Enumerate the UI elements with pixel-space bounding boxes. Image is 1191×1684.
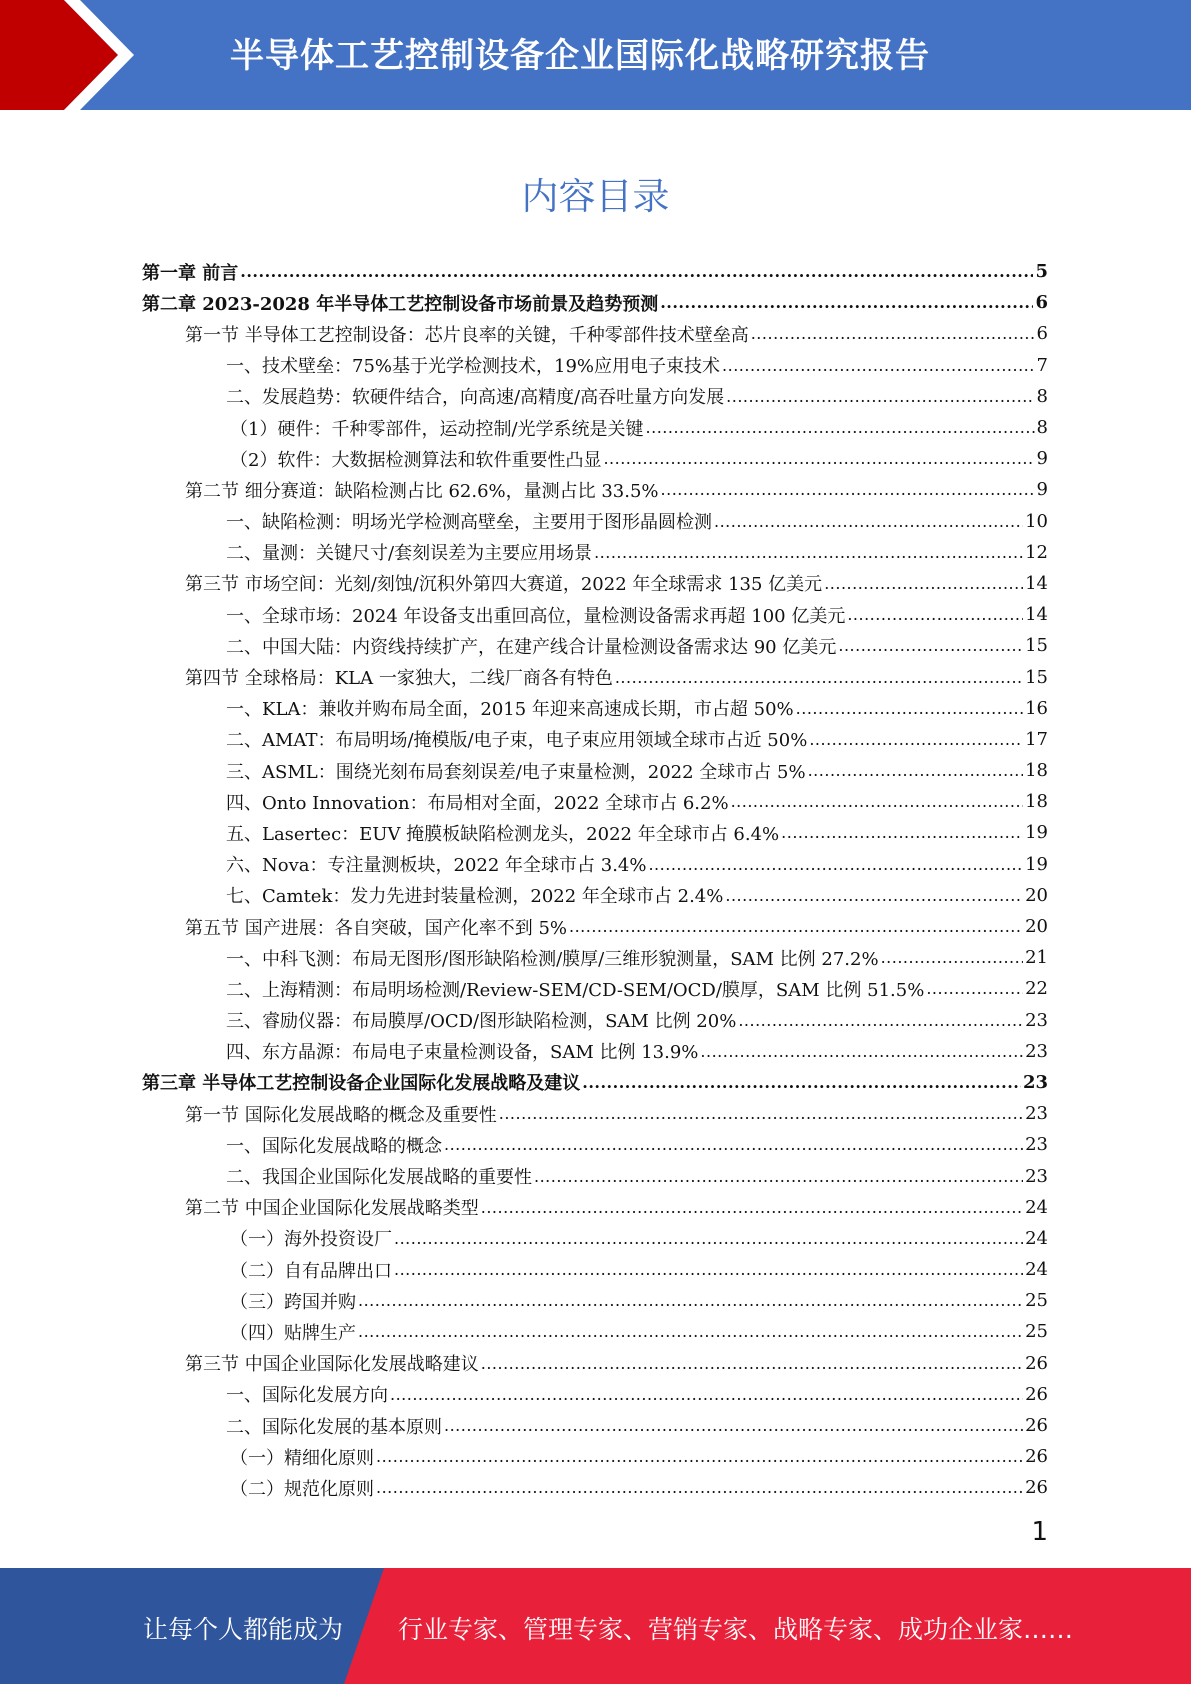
toc-heading: 内容目录 <box>521 175 670 218</box>
toc-entry-page: 26 <box>1025 1477 1048 1499</box>
toc-leader-dots <box>615 668 1023 687</box>
toc-entry-page: 23 <box>1025 1165 1048 1187</box>
toc-entry-label: （2）软件：大数据检测算法和软件重要性凸显 <box>230 449 602 471</box>
toc-section-entry[interactable] <box>142 474 1048 505</box>
toc-leader-dots <box>661 480 1035 499</box>
toc-entry-page: 24 <box>1025 1259 1048 1281</box>
report-header <box>0 0 1191 110</box>
toc-entry-page: 17 <box>1025 728 1048 750</box>
toc-entry-label: （三）跨国并购 <box>230 1291 356 1313</box>
toc-subsection-entry[interactable] <box>142 1379 1048 1410</box>
toc-entry-label: （二）规范化原则 <box>230 1478 374 1500</box>
toc-entry-page: 15 <box>1025 666 1048 688</box>
red-arrow-shape <box>0 0 118 110</box>
toc-entry-page: 22 <box>1025 978 1048 1000</box>
toc-subsection-entry[interactable] <box>142 412 1048 443</box>
toc-entry-page: 23 <box>1025 1134 1048 1156</box>
toc-subsection-entry[interactable] <box>142 537 1048 568</box>
toc-entry-page: 26 <box>1025 1415 1048 1437</box>
toc-entry-label: 第一章 前言 <box>142 262 239 284</box>
footer-slogan-right: 行业专家、管理专家、营销专家、战略专家、成功企业家…… <box>398 1615 1074 1644</box>
toc-entry-label: 一、国际化发展方向 <box>226 1385 388 1407</box>
toc-chapter-entry[interactable] <box>142 287 1048 318</box>
toc-entry-page: 15 <box>1025 635 1048 657</box>
toc-entry-page: 6 <box>1036 323 1048 345</box>
toc-subsection-entry[interactable] <box>142 1160 1048 1191</box>
toc-entry-label: 一、中科飞测：布局无图形/图形缺陷检测/膜厚/三维形貌测量，SAM 比例 27.2% <box>226 948 879 970</box>
toc-subsection-entry[interactable] <box>142 849 1048 880</box>
toc-entry-page: 19 <box>1025 853 1048 875</box>
toc-entry-label: 三、ASML：围绕光刻布局套刻误差/电子束量检测，2022 全球市占 5% <box>226 761 806 783</box>
toc-chapter-entry[interactable] <box>142 1067 1048 1098</box>
toc-subsection-entry[interactable] <box>142 1285 1048 1316</box>
toc-leader-dots <box>358 1322 1023 1341</box>
toc-entry-label: 第一节 国际化发展战略的概念及重要性 <box>185 1104 497 1126</box>
toc-entry-page: 8 <box>1036 385 1048 407</box>
table-of-contents <box>142 256 1048 1504</box>
toc-subsection-entry[interactable] <box>142 599 1048 630</box>
toc-entry-page: 5 <box>1035 261 1048 283</box>
toc-entry-page: 8 <box>1036 417 1048 439</box>
toc-subsection-entry[interactable] <box>142 755 1048 786</box>
toc-subsection-entry[interactable] <box>142 817 1048 848</box>
toc-leader-dots <box>781 823 1023 842</box>
toc-entry-page: 9 <box>1036 479 1048 501</box>
toc-entry-label: 一、KLA：兼收并购布局全面，2015 年迎来高速成长期，市占超 50% <box>226 699 794 721</box>
toc-entry-label: （一）海外投资设厂 <box>230 1229 392 1251</box>
toc-subsection-entry[interactable] <box>142 1129 1048 1160</box>
toc-entry-label: 二、上海精测：布局明场检测/Review-SEM/CD-SEM/OCD/膜厚，SAM 比例 51.5% <box>226 979 925 1001</box>
toc-entry-page: 23 <box>1022 1071 1048 1093</box>
toc-entry-label: 一、技术壁垒：75%基于光学检测技术，19%应用电子束技术 <box>226 356 721 378</box>
toc-section-entry[interactable] <box>142 568 1048 599</box>
toc-entry-label: （一）精细化原则 <box>230 1447 374 1469</box>
toc-entry-page: 26 <box>1025 1352 1048 1374</box>
toc-subsection-entry[interactable] <box>142 880 1048 911</box>
toc-leader-dots <box>394 1260 1023 1279</box>
toc-entry-label: 二、国际化发展的基本原则 <box>226 1416 442 1438</box>
toc-entry-label: （1）硬件：千种零部件，运动控制/光学系统是关键 <box>230 418 644 440</box>
toc-entry-label: 六、Nova：专注量测板块，2022 年全球市占 3.4% <box>226 855 647 877</box>
toc-subsection-entry[interactable] <box>142 1036 1048 1067</box>
toc-entry-label: 一、国际化发展战略的概念 <box>226 1135 442 1157</box>
toc-entry-page: 26 <box>1025 1446 1048 1468</box>
toc-entry-label: 一、全球市场：2024 年设备支出重回高位，量检测设备需求再超 100 亿美元 <box>226 605 846 627</box>
toc-section-entry[interactable] <box>142 318 1048 349</box>
toc-entry-page: 23 <box>1025 1103 1048 1125</box>
toc-chapter-entry[interactable] <box>142 256 1048 287</box>
toc-leader-dots <box>444 1135 1023 1154</box>
toc-subsection-entry[interactable] <box>142 973 1048 1004</box>
toc-leader-dots <box>376 1447 1023 1466</box>
toc-entry-page: 18 <box>1025 791 1048 813</box>
toc-leader-dots <box>358 1291 1023 1310</box>
toc-entry-label: 二、发展趋势：软硬件结合，向高速/高精度/高吞吐量方向发展 <box>226 387 725 409</box>
footer-slogan-left: 让每个人都能成为 <box>143 1615 344 1644</box>
toc-leader-dots <box>444 1416 1023 1435</box>
toc-leader-dots <box>808 761 1024 780</box>
toc-entry-page: 12 <box>1025 541 1048 563</box>
toc-entry-label: （二）自有品牌出口 <box>230 1260 392 1282</box>
toc-entry-page: 25 <box>1025 1290 1048 1312</box>
toc-entry-page: 9 <box>1036 448 1048 470</box>
toc-entry-page: 6 <box>1035 292 1048 314</box>
toc-leader-dots <box>847 605 1023 624</box>
toc-entry-label: 第四节 全球格局：KLA 一家独大，二线厂商各有特色 <box>185 668 613 690</box>
toc-subsection-entry[interactable] <box>142 786 1048 817</box>
toc-subsection-entry[interactable] <box>142 630 1048 661</box>
toc-entry-label: （四）贴牌生产 <box>230 1322 356 1344</box>
toc-subsection-entry[interactable] <box>142 1254 1048 1285</box>
toc-entry-label: 一、缺陷检测：明场光学检测高壁垒，主要用于图形晶圆检测 <box>226 512 712 534</box>
toc-entry-label: 第一节 半导体工艺控制设备：芯片良率的关键，千种零部件技术壁垒高 <box>185 324 749 346</box>
toc-leader-dots <box>648 855 1023 874</box>
toc-entry-label: 四、Onto Innovation：布局相对全面，2022 全球市占 6.2% <box>226 792 729 814</box>
toc-subsection-entry[interactable] <box>142 942 1048 973</box>
toc-entry-label: 第三节 中国企业国际化发展战略建议 <box>185 1354 479 1376</box>
toc-leader-dots <box>534 1167 1023 1186</box>
toc-entry-page: 23 <box>1025 1009 1048 1031</box>
toc-leader-dots <box>376 1478 1023 1497</box>
toc-entry-page: 21 <box>1025 947 1048 969</box>
toc-leader-dots <box>481 1198 1023 1217</box>
toc-leader-dots <box>796 699 1023 718</box>
toc-entry-page: 24 <box>1025 1227 1048 1249</box>
toc-leader-dots <box>731 792 1024 811</box>
toc-entry-label: 二、中国大陆：内资线持续扩产，在建产线合计量检测设备需求达 90 亿美元 <box>226 636 837 658</box>
toc-entry-label: 二、量测：关键尺寸/套刻误差为主要应用场景 <box>226 543 593 565</box>
toc-leader-dots <box>738 1011 1023 1030</box>
toc-entry-page: 7 <box>1036 354 1048 376</box>
toc-entry-label: 二、AMAT：布局明场/掩模版/电子束，电子束应用领域全球市占近 50% <box>226 730 808 752</box>
toc-leader-dots <box>881 948 1024 967</box>
toc-subsection-entry[interactable] <box>142 1316 1048 1347</box>
toc-leader-dots <box>481 1354 1023 1373</box>
toc-entry-label: 第二节 细分赛道：缺陷检测占比 62.6%，量测占比 33.5% <box>185 480 659 502</box>
toc-subsection-entry[interactable] <box>142 443 1048 474</box>
toc-leader-dots <box>809 730 1023 749</box>
toc-subsection-entry[interactable] <box>142 1472 1048 1503</box>
toc-entry-label: 四、东方晶源：布局电子束量检测设备，SAM 比例 13.9% <box>226 1042 699 1064</box>
page-number: 1 <box>1031 1517 1048 1547</box>
toc-entry-label: 二、我国企业国际化发展战略的重要性 <box>226 1167 532 1189</box>
toc-entry-label: 第二章 2023-2028 年半导体工艺控制设备市场前景及趋势预测 <box>142 293 659 315</box>
toc-leader-dots <box>390 1385 1023 1404</box>
toc-entry-page: 25 <box>1025 1321 1048 1343</box>
toc-leader-dots <box>926 979 1023 998</box>
toc-entry-page: 20 <box>1025 884 1048 906</box>
toc-subsection-entry[interactable] <box>142 506 1048 537</box>
toc-subsection-entry[interactable] <box>142 1223 1048 1254</box>
toc-entry-page: 10 <box>1025 510 1048 532</box>
toc-entry-page: 24 <box>1025 1196 1048 1218</box>
toc-entry-page: 14 <box>1025 604 1048 626</box>
toc-leader-dots <box>499 1104 1023 1123</box>
toc-leader-dots <box>726 387 1034 406</box>
toc-entry-label: 第三章 半导体工艺控制设备企业国际化发展战略及建议 <box>142 1073 581 1095</box>
toc-subsection-entry[interactable] <box>142 724 1048 755</box>
toc-section-entry[interactable] <box>142 1348 1048 1379</box>
toc-section-entry[interactable] <box>142 661 1048 692</box>
toc-leader-dots <box>394 1229 1023 1248</box>
toc-section-entry[interactable] <box>142 911 1048 942</box>
toc-leader-dots <box>751 324 1035 343</box>
toc-leader-dots <box>714 512 1023 531</box>
toc-leader-dots <box>582 1073 1021 1092</box>
toc-leader-dots <box>838 636 1023 655</box>
toc-leader-dots <box>725 886 1023 905</box>
toc-leader-dots <box>240 262 1033 281</box>
toc-entry-page: 20 <box>1025 916 1048 938</box>
toc-leader-dots <box>569 917 1023 936</box>
toc-subsection-entry[interactable] <box>142 693 1048 724</box>
toc-entry-label: 第二节 中国企业国际化发展战略类型 <box>185 1198 479 1220</box>
toc-subsection-entry[interactable] <box>142 1441 1048 1472</box>
toc-section-entry[interactable] <box>142 1192 1048 1223</box>
toc-leader-dots <box>603 449 1034 468</box>
toc-entry-page: 26 <box>1025 1383 1048 1405</box>
toc-leader-dots <box>700 1042 1023 1061</box>
toc-entry-page: 14 <box>1025 572 1048 594</box>
toc-leader-dots <box>824 574 1023 593</box>
toc-subsection-entry[interactable] <box>142 381 1048 412</box>
toc-leader-dots <box>646 418 1035 437</box>
toc-subsection-entry[interactable] <box>142 1005 1048 1036</box>
toc-subsection-entry[interactable] <box>142 1410 1048 1441</box>
toc-entry-page: 19 <box>1025 822 1048 844</box>
toc-entry-label: 第五节 国产进展：各自突破，国产化率不到 5% <box>185 917 567 939</box>
toc-subsection-entry[interactable] <box>142 350 1048 381</box>
toc-entry-label: 三、睿励仪器：布局膜厚/OCD/图形缺陷检测，SAM 比例 20% <box>226 1011 737 1033</box>
toc-leader-dots <box>722 356 1035 375</box>
toc-entry-label: 五、Lasertec：EUV 掩膜板缺陷检测龙头，2022 年全球市占 6.4% <box>226 823 780 845</box>
toc-entry-page: 23 <box>1025 1040 1048 1062</box>
toc-entry-label: 七、Camtek：发力先进封装量检测，2022 年全球市占 2.4% <box>226 886 724 908</box>
toc-leader-dots <box>594 543 1023 562</box>
toc-leader-dots <box>660 293 1033 312</box>
report-title: 半导体工艺控制设备企业国际化战略研究报告 <box>230 36 930 76</box>
page-footer <box>0 1568 1191 1684</box>
toc-entry-page: 16 <box>1025 697 1048 719</box>
toc-entry-page: 18 <box>1025 760 1048 782</box>
toc-entry-label: 第三节 市场空间：光刻/刻蚀/沉积外第四大赛道，2022 年全球需求 135 亿美元 <box>185 574 823 596</box>
toc-section-entry[interactable] <box>142 1098 1048 1129</box>
